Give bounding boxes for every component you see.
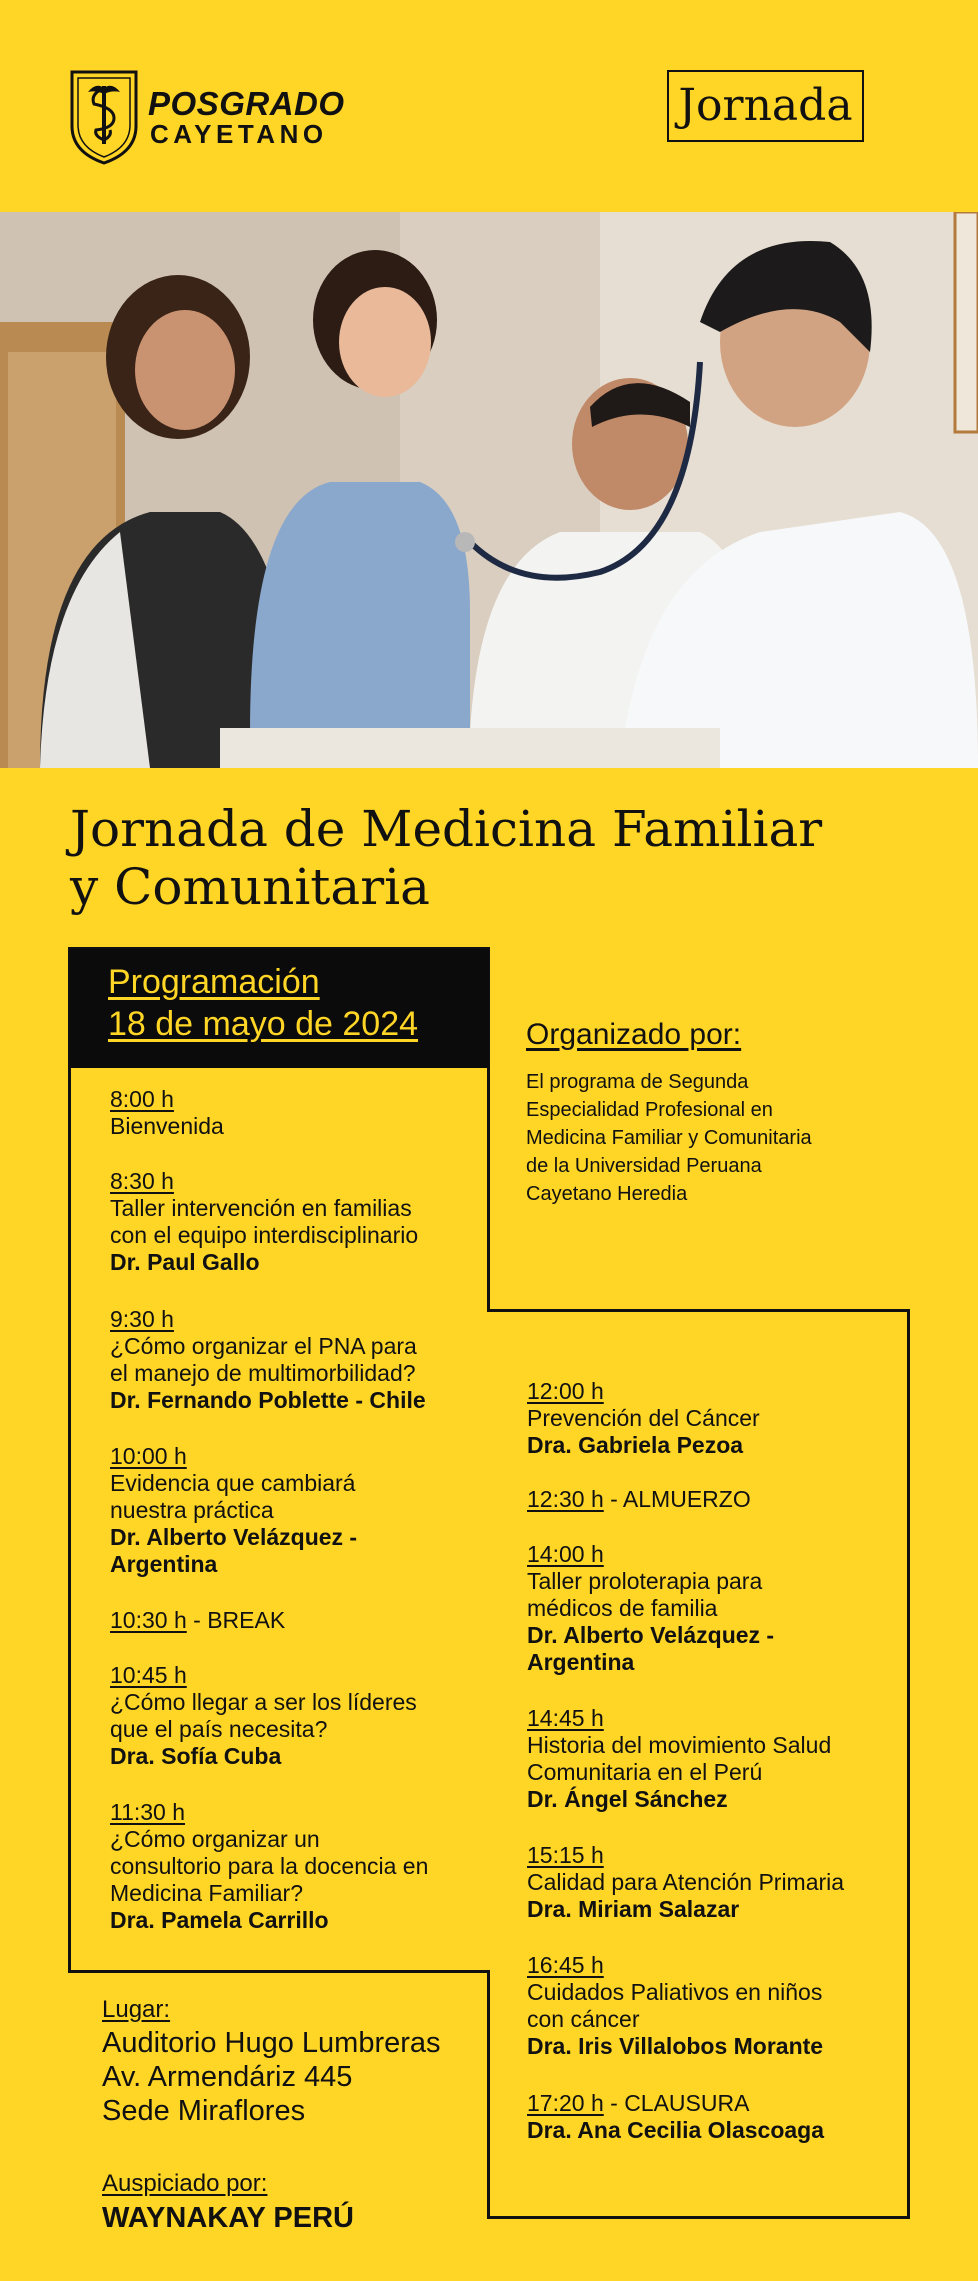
frame-step-line [487,1309,910,1312]
schedule-item [110,1443,490,1578]
item-speaker: Dra. Ana Cecilia Olascoaga [527,2117,825,2143]
schedule-item [110,1799,490,1934]
item-speaker: Dra. Gabriela Pezoa [527,1432,744,1458]
item-text: Cuidados Paliativos en niños [527,1979,823,2005]
frame-right-line [907,1309,910,2219]
title-line2: y Comunitaria [70,858,430,916]
item-text: que el país necesita? [110,1716,328,1742]
item-time: 10:45 h [110,1662,187,1688]
item-speaker: Dra. Sofía Cuba [110,1743,282,1769]
item-text: nuestra práctica [110,1497,274,1523]
item-speaker: Dr. Paul Gallo [110,1249,260,1275]
item-speaker: Dra. Iris Villalobos Morante [527,2033,824,2059]
venue-line: Av. Armendáriz 445 [102,2061,353,2093]
venue-address [102,2026,462,2128]
schedule-item-closing [527,2090,907,2144]
item-time: 8:30 h [110,1168,174,1194]
item-speaker: Dr. Alberto Velázquez - [527,1622,775,1648]
item-text: - BREAK [186,1607,286,1633]
item-speaker: Argentina [110,1551,218,1577]
program-heading: Programación [108,963,320,1001]
logo-line1: POSGRADO [148,85,345,122]
item-time: 15:15 h [527,1842,604,1868]
organizer-line: Especialidad Profesional en [526,1099,773,1121]
organizer-line: Medicina Familiar y Comunitaria [526,1127,812,1149]
jornada-tag: Jornada [667,70,864,142]
item-time: 17:20 h [527,2090,604,2116]
item-text: consultorio para la docencia en [110,1853,429,1879]
frame-bottom-line [487,2216,910,2219]
program-header [70,949,489,1068]
venue-label: Lugar: [102,1996,171,2023]
item-text: - CLAUSURA [603,2090,750,2116]
organizer-line: de la Universidad Peruana [526,1155,762,1177]
item-time: 11:30 h [110,1799,186,1825]
item-time: 12:30 h [527,1486,604,1512]
item-text: ¿Cómo organizar el PNA para [110,1333,417,1359]
title-line1: Jornada de Medicina Familiar [70,800,823,858]
schedule-item [527,1705,907,1813]
item-text: Historia del movimiento Salud [527,1732,832,1758]
item-text: Taller proloterapia para [527,1568,763,1594]
schedule-item [527,1541,907,1676]
item-speaker: Dr. Alberto Velázquez - [110,1524,358,1550]
item-text: con el equipo interdisciplinario [110,1222,419,1248]
item-time: 14:00 h [527,1541,604,1567]
venue-line: Sede Miraflores [102,2095,306,2127]
frame-bottom-left-line [68,1970,490,1973]
program-date: 18 de mayo de 2024 [108,1005,419,1043]
family-doctor-photo [0,212,978,768]
sponsor-name: WAYNAKAY PERÚ [102,2202,354,2234]
schedule-item [110,1086,490,1140]
item-time: 12:00 h [527,1378,604,1404]
item-text: Prevención del Cáncer [527,1405,760,1431]
frame-lower-vertical-line [487,1970,490,2219]
schedule-item [527,1842,907,1923]
schedule-item [527,1378,907,1459]
item-text: ¿Cómo llegar a ser los líderes [110,1689,417,1715]
item-text: Evidencia que cambiará [110,1470,356,1496]
sponsor-label: Auspiciado por: [102,2170,268,2197]
organizer-line: El programa de Segunda [526,1071,749,1093]
item-text: Calidad para Atención Primaria [527,1869,845,1895]
item-time: 8:00 h [110,1086,174,1112]
organizer-text [526,1068,886,1208]
item-text: ¿Cómo organizar un [110,1826,320,1852]
item-text: - ALMUERZO [603,1486,751,1512]
schedule-item-break [110,1607,490,1634]
item-text: el manejo de multimorbilidad? [110,1360,416,1386]
caduceus-shield-icon [68,68,140,166]
logo-line2: CAYETANO [150,119,328,149]
item-speaker: Dra. Miriam Salazar [527,1896,740,1922]
item-time: 10:30 h [110,1607,187,1633]
organizer-label: Organizado por: [526,1018,742,1051]
item-time: 9:30 h [110,1306,174,1332]
item-speaker: Argentina [527,1649,635,1675]
item-text: Medicina Familiar? [110,1880,304,1906]
item-time: 10:00 h [110,1443,187,1469]
item-text: Comunitaria en el Perú [527,1759,763,1785]
posgrado-cayetano-logo[interactable] [68,68,368,168]
item-speaker: Dr. Fernando Poblette - Chile [110,1387,426,1413]
item-text: Taller intervención en familias [110,1195,412,1221]
schedule-item [110,1662,490,1770]
schedule-item [110,1168,490,1276]
item-text: Bienvenida [110,1113,224,1139]
item-time: 16:45 h [527,1952,604,1978]
schedule-item [527,1952,907,2060]
event-title [70,800,930,916]
organizer-line: Cayetano Heredia [526,1183,688,1205]
venue-line: Auditorio Hugo Lumbreras [102,2027,441,2059]
item-time: 14:45 h [527,1705,604,1731]
item-speaker: Dr. Ángel Sánchez [527,1786,728,1812]
item-speaker: Dra. Pamela Carrillo [110,1907,329,1933]
schedule-item-lunch [527,1486,907,1513]
frame-left-line [68,947,71,1973]
item-text: médicos de familia [527,1595,718,1621]
schedule-item [110,1306,490,1414]
item-text: con cáncer [527,2006,640,2032]
